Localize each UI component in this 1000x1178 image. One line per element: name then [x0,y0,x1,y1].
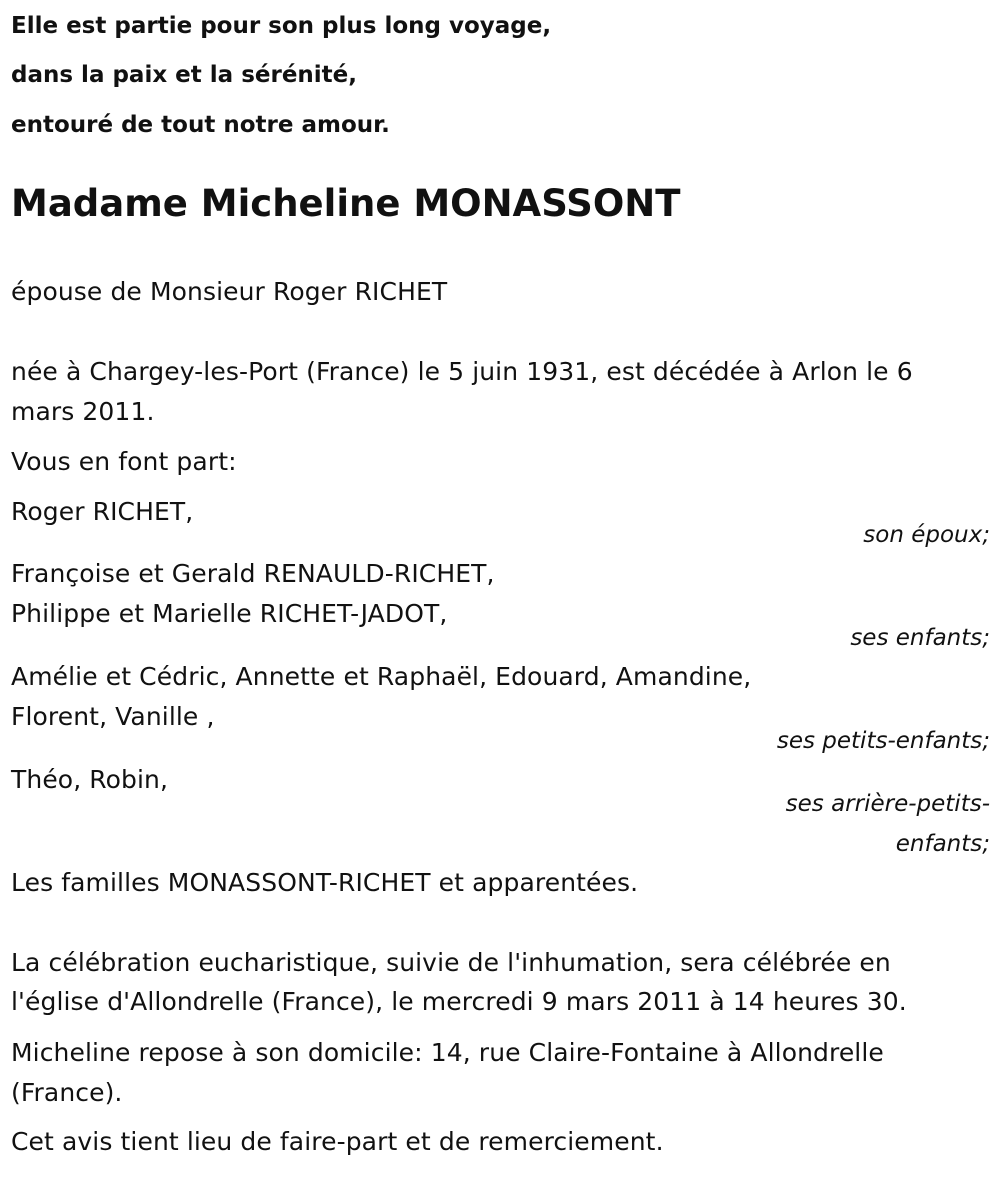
birth-death-line-2: mars 2011. [11,397,155,426]
birth-death-line-1: née à Chargey-les-Port (France) le 5 juin 1931, est décédée à Arlon le 6 [11,357,913,386]
intro-line-2: dans la paix et la sérénité, [11,62,358,88]
great-grandchildren-role-line-1: ses arrière-petits- [785,791,990,817]
ceremony-line-1: La célébration eucharistique, suivie de l'inhumation, sera célébrée en [11,948,891,977]
ceremony-line-2: l'église d'Allondrelle (France), le mercredi 9 mars 2011 à 14 heures 30. [11,987,907,1016]
grandchildren-line-1: Amélie et Cédric, Annette et Raphaël, Edouard, Amandine, [11,662,752,691]
great-grandchildren-names: Théo, Robin, [11,765,169,794]
grandchildren-role: ses petits-enfants; [776,728,990,754]
children-role: ses enfants; [850,625,990,651]
rest-line-1: Micheline repose à son domicile: 14, rue Claire-Fontaine à Allondrelle [11,1038,884,1067]
rest-line-2: (France). [11,1078,123,1107]
spouse-line: épouse de Monsieur Roger RICHET [11,277,448,306]
announce-line: Vous en font part: [11,447,237,476]
families-line: Les familles MONASSONT-RICHET et apparentées. [11,868,639,897]
spouse-names: Roger RICHET, [11,497,194,526]
intro-line-1: Elle est partie pour son plus long voyage, [11,13,552,39]
intro-line-3: entouré de tout notre amour. [11,112,390,138]
grandchildren-line-2: Florent, Vanille , [11,702,215,731]
great-grandchildren-role-line-2: enfants; [895,831,990,857]
children-line-1: Françoise et Gerald RENAULD-RICHET, [11,559,495,588]
spouse-role: son époux; [863,522,990,548]
children-line-2: Philippe et Marielle RICHET-JADOT, [11,599,448,628]
closing-line: Cet avis tient lieu de faire-part et de remerciement. [11,1127,664,1156]
deceased-name: Madame Micheline MONASSONT [11,182,681,225]
